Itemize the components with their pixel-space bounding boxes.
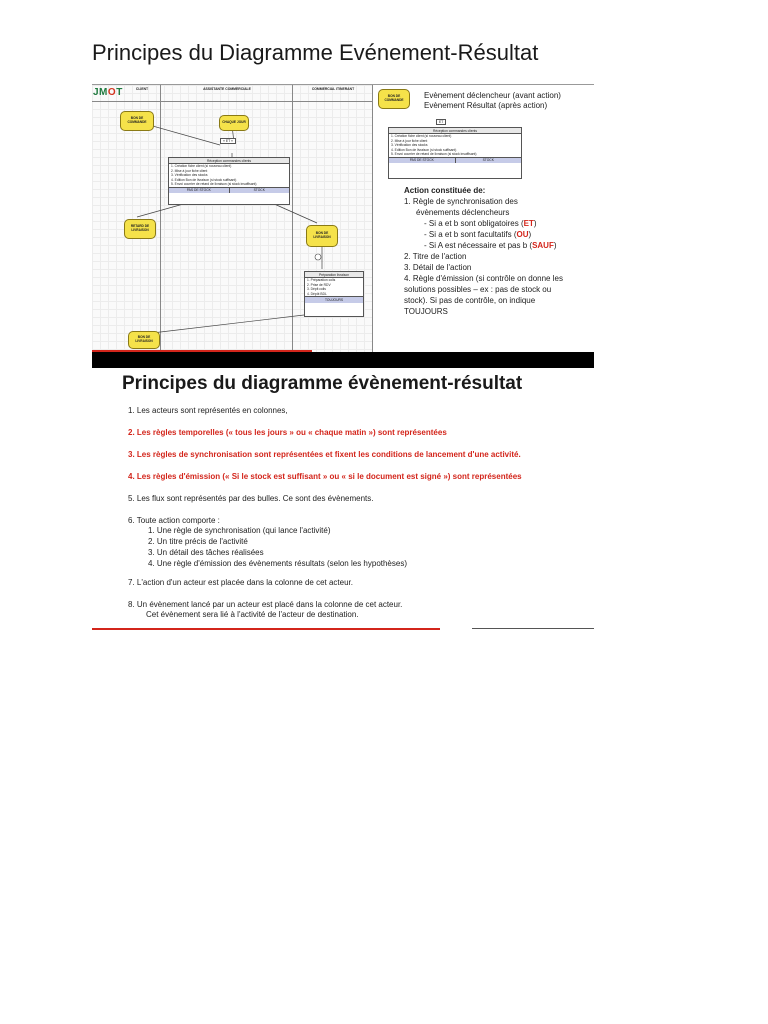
action-line: 1. Préparation colis: [307, 278, 336, 283]
principle-item: 1. Les acteurs sont représentés en colonnes,: [128, 406, 288, 415]
action-line: 1. Création fiche client (si nouveau client): [391, 134, 452, 139]
principle-item: 2. Les règles temporelles (« tous les jours » ou « chaque matin ») sont représentées: [128, 428, 447, 437]
bubble-bon-livraison-bottom: BON DE LIVRAISON: [128, 331, 160, 349]
rule-pas-de-stock: PAS DE STOCK: [409, 158, 434, 163]
principle-item: 3. Les règles de synchronisation sont représentées et fixent les conditions de lancement d'une activité.: [128, 450, 521, 459]
legend-bullet-et: - Si a et b sont obligatoires (ET): [424, 219, 537, 228]
principle-subitem: 4. Une règle d'émission des évènements résultats (selon les hypothèses): [148, 559, 407, 568]
action-title: Réception commandes clients: [389, 128, 521, 134]
legend-bubble: BON DE COMMANDE: [378, 89, 410, 109]
rule-stock: STOCK: [455, 158, 522, 163]
principle-item-continuation: Cet évènement sera lié à l'activité de l'acteur de destination.: [146, 610, 359, 619]
principle-subitem: 2. Un titre précis de l'activité: [148, 537, 248, 546]
bubble-bon-livraison: BON DE LIVRAISON: [306, 225, 338, 247]
document-title: Principes du Diagramme Evénement-Résultat: [92, 40, 539, 65]
bubble-chaque-jour: CHAQUE JOUR: [219, 115, 249, 131]
jmot-logo: JMOT: [93, 87, 123, 98]
action-line: 2. Prise de RDV: [307, 282, 331, 287]
legend-heading: Action constituée de:: [404, 186, 486, 195]
principle-subitem: 3. Un détail des tâches réalisées: [148, 548, 264, 557]
action-line: 3. Déplt colis: [307, 287, 326, 292]
red-footer-rule: [92, 628, 440, 630]
legend-action-example: [388, 127, 522, 179]
column-header-assistante: ASSISTANTE COMMERCIALE: [203, 87, 251, 91]
gray-footer-rule: [472, 628, 594, 629]
legend-bullet-sauf: - Si A est nécessaire et pas b (SAUF): [424, 241, 557, 250]
legend-event-trigger: Evènement déclencheur (avant action): [424, 91, 561, 100]
legend-explanation: [404, 185, 590, 317]
action-line: 1. Création fiche client (si nouveau client): [171, 164, 232, 169]
legend-point-4c: stock). Si pas de contrôle, on indique: [404, 296, 536, 305]
principles-slide: [92, 368, 594, 630]
column-header-commercial: COMMERCIAL ITINERANT: [311, 87, 355, 91]
action-title: Préparation livraison: [305, 272, 363, 278]
principle-item: 7. L'action d'un acteur est placée dans la colonne de cet acteur.: [128, 578, 353, 587]
et-label: « ET »: [220, 138, 236, 144]
sync-circle: [315, 254, 321, 260]
emission-rule: [305, 296, 363, 302]
action-line: 2. Mise à jour fiche client: [171, 168, 208, 173]
principle-item: 5. Les flux sont représentés par des bulles. Ce sont des évènements.: [128, 494, 374, 503]
legend-event-result: Evènement Résultat (après action): [424, 101, 548, 110]
emission-rule: [389, 157, 521, 163]
legend-point-1: 1. Règle de synchronisation des: [404, 197, 518, 206]
slide-title: Principes du diagramme évènement-résultat: [122, 373, 523, 394]
legend-et-label: ET: [436, 119, 446, 125]
legend-point-4d: TOUJOURS: [404, 307, 448, 316]
legend-bullet-ou: - Si a et b sont facultatifs (OU): [424, 230, 532, 239]
action-line: 4. Edition Bon de livraison (si stock suffisant): [171, 177, 237, 182]
event-result-diagram: [92, 85, 373, 353]
black-band: [92, 352, 594, 368]
legend-point-2: 2. Titre de l'action: [404, 252, 467, 261]
legend-point-1b: évènements déclencheurs: [416, 208, 510, 217]
principle-item: 8. Un évènement lancé par un acteur est placé dans la colonne de cet acteur.: [128, 600, 403, 609]
diagram-legend: [374, 85, 594, 353]
column-header-client: CLIENT: [135, 87, 149, 91]
action-line: 3. Vérification des stocks: [171, 173, 208, 178]
arrow-line: [137, 203, 187, 217]
action-title: Réception commandes clients: [169, 158, 289, 164]
arrow-line: [152, 315, 304, 333]
action-line: 3. Vérification des stocks: [391, 143, 428, 148]
action-line: 2. Mise à jour fiche client: [391, 138, 428, 143]
emission-rule: [169, 187, 289, 193]
action-line: 5. Envoi courrier de retard de livraison (si stock insuffisant): [171, 182, 257, 187]
rule-stock: STOCK: [229, 188, 290, 193]
action-line: 5. Envoi courrier de retard de livraison (si stock insuffisant): [391, 152, 477, 157]
action-line: 4. Dépôt BDL: [307, 291, 327, 296]
action-preparation-livraison: [304, 271, 364, 317]
legend-point-4b: solutions possibles – ex : pas de stock ou: [404, 285, 552, 294]
rule-pas-de-stock: PAS DE STOCK: [186, 188, 211, 193]
rule-toujours: TOUJOURS: [324, 297, 344, 302]
principle-subitem: 1. Une règle de synchronisation (qui lance l'activité): [148, 526, 331, 535]
legend-point-4a: 4. Règle d'émission (si contrôle on donne les: [404, 274, 563, 283]
principle-item: 6. Toute action comporte :: [128, 516, 220, 525]
action-line: 4. Edition Bon de livraison (si stock suffisant): [391, 147, 457, 152]
diagram-figure: [92, 84, 594, 353]
action-reception-commandes: [168, 157, 290, 205]
arrow-line: [272, 203, 317, 223]
bubble-retard-livraison: RETARD DE LIVRAISON: [124, 219, 156, 239]
bubble-bon-commande: BON DE COMMANDE: [120, 111, 154, 131]
legend-point-3: 3. Détail de l'action: [404, 263, 472, 272]
principle-item: 4. Les règles d'émission (« Si le stock est suffisant » ou « si le document est signé ») sont représentées: [128, 472, 522, 481]
